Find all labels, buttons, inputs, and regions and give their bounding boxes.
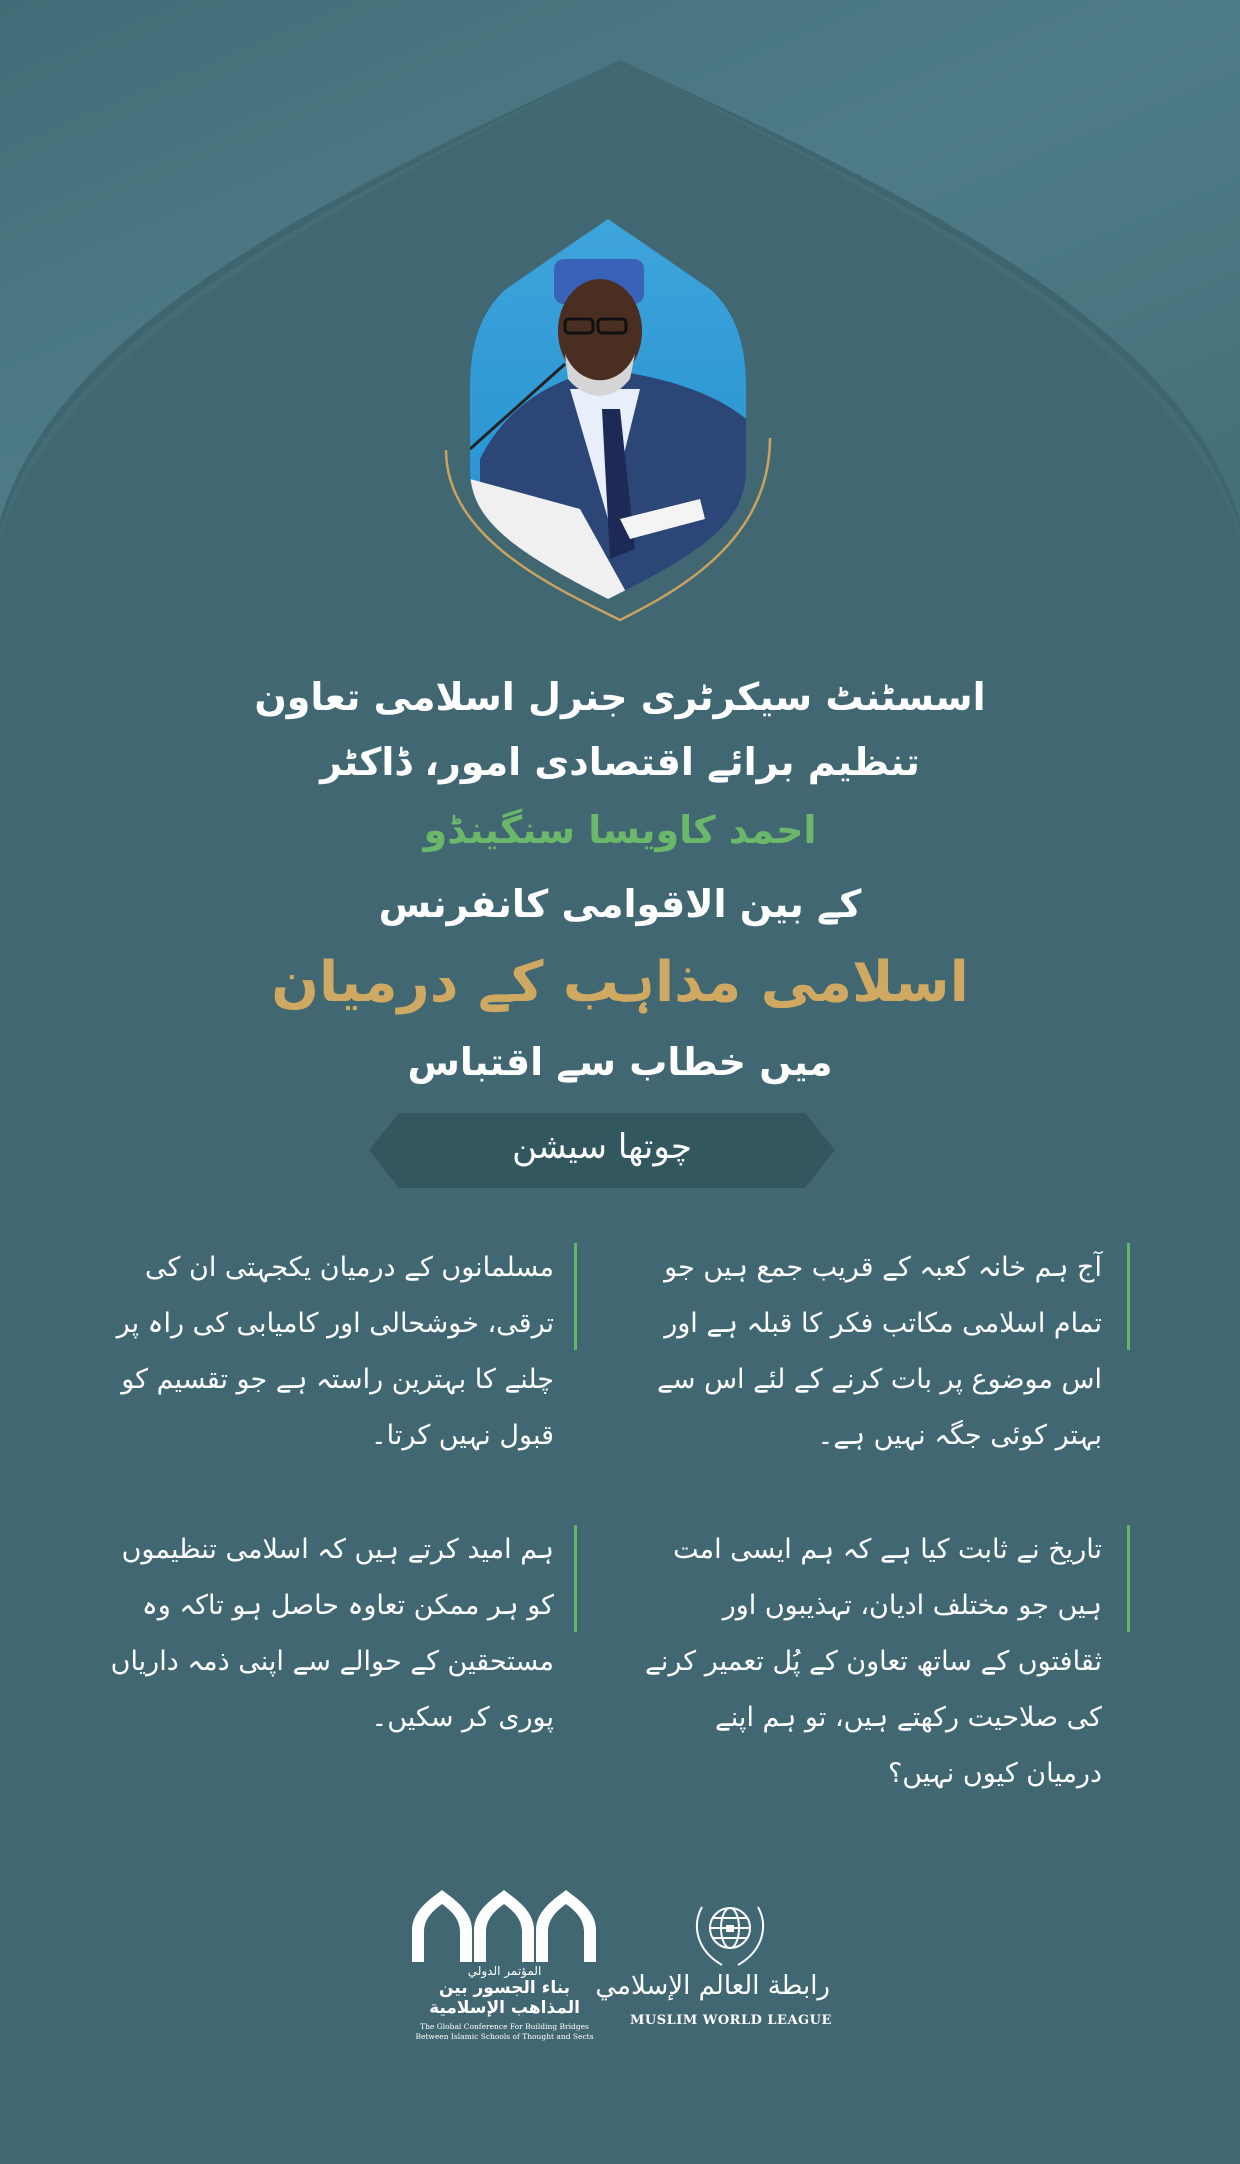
conference-title: اسلامی مذاہب کے درمیان <box>271 950 969 1015</box>
quote-divider <box>1127 1243 1130 1350</box>
title-line-2: تنظیم برائے اقتصادی امور، ڈاکٹر <box>320 740 920 784</box>
conference-logo-ar-2: بناء الجسور بين <box>438 1978 571 1998</box>
quote-divider <box>574 1243 577 1350</box>
conference-logo <box>412 1890 597 2050</box>
title-line-6: میں خطاب سے اقتباس <box>407 1040 833 1084</box>
session-label: چوتھا سیشن <box>512 1127 692 1167</box>
mwl-logo-ar: رابطة العالم الإسلامي <box>595 1971 830 2001</box>
conference-logo-ar-1: المؤتمر الدولي <box>467 1964 542 1978</box>
speaker-photo <box>470 219 746 599</box>
conference-logo-ar-3: المذاهب الإسلامية <box>429 1998 580 2018</box>
quote-divider <box>574 1525 577 1632</box>
quote-divider <box>1127 1525 1130 1632</box>
session-badge <box>369 1113 835 1188</box>
quote-1: آج ہم خانہ کعبہ کے قریب جمع ہیں جو تمام اسلامی مکاتب فکر کا قبلہ ہے اور اس موضوع پر بات کرنے کے لئے اس سے بہتر کوئی جگہ نہیں ہے۔ <box>657 1252 1102 1451</box>
mwl-logo-en: MUSLIM WORLD LEAGUE <box>630 2013 832 2028</box>
speaker-name: احمد کاویسا سنگینڈو <box>423 808 817 852</box>
title-line-1: اسسٹنٹ سیکرٹری جنرل اسلامی تعاون <box>254 675 986 719</box>
conference-logo-en-1: The Global Conference For Building Bridges <box>420 2022 589 2031</box>
mwl-logo <box>595 1895 832 2055</box>
conference-logo-en-2: Between Islamic Schools of Thought and Sects <box>415 2032 594 2041</box>
title-line-4: کے بین الاقوامی کانفرنس <box>378 882 862 926</box>
arches-icon <box>412 1890 597 1962</box>
quote-3: تاریخ نے ثابت کیا ہے کہ ہم ایسی امت ہیں جو مختلف ادیان، تہذیبوں اور ثقافتوں کے ساتھ تعاون کے پُل تعمیر کرنے کی صلاحیت رکھتے ہیں، تو ہم اپنے درمیان کیوں نہیں؟ <box>645 1534 1102 1789</box>
globe-wreath-icon <box>630 1895 830 1970</box>
quote-4: ہم امید کرتے ہیں کہ اسلامی تنظیموں کو ہر ممکن تعاوہ حاصل ہو تاکہ وہ مستحقین کے حوالے سے اپنی ذمہ داریاں پوری کر سکیں۔ <box>110 1534 554 1733</box>
quote-2: مسلمانوں کے درمیان یکجہتی ان کی ترقی، خوشحالی اور کامیابی کی راہ پر چلنے کا بہترین راستہ ہے جو تقسیم کو قبول نہیں کرتا۔ <box>116 1252 554 1451</box>
